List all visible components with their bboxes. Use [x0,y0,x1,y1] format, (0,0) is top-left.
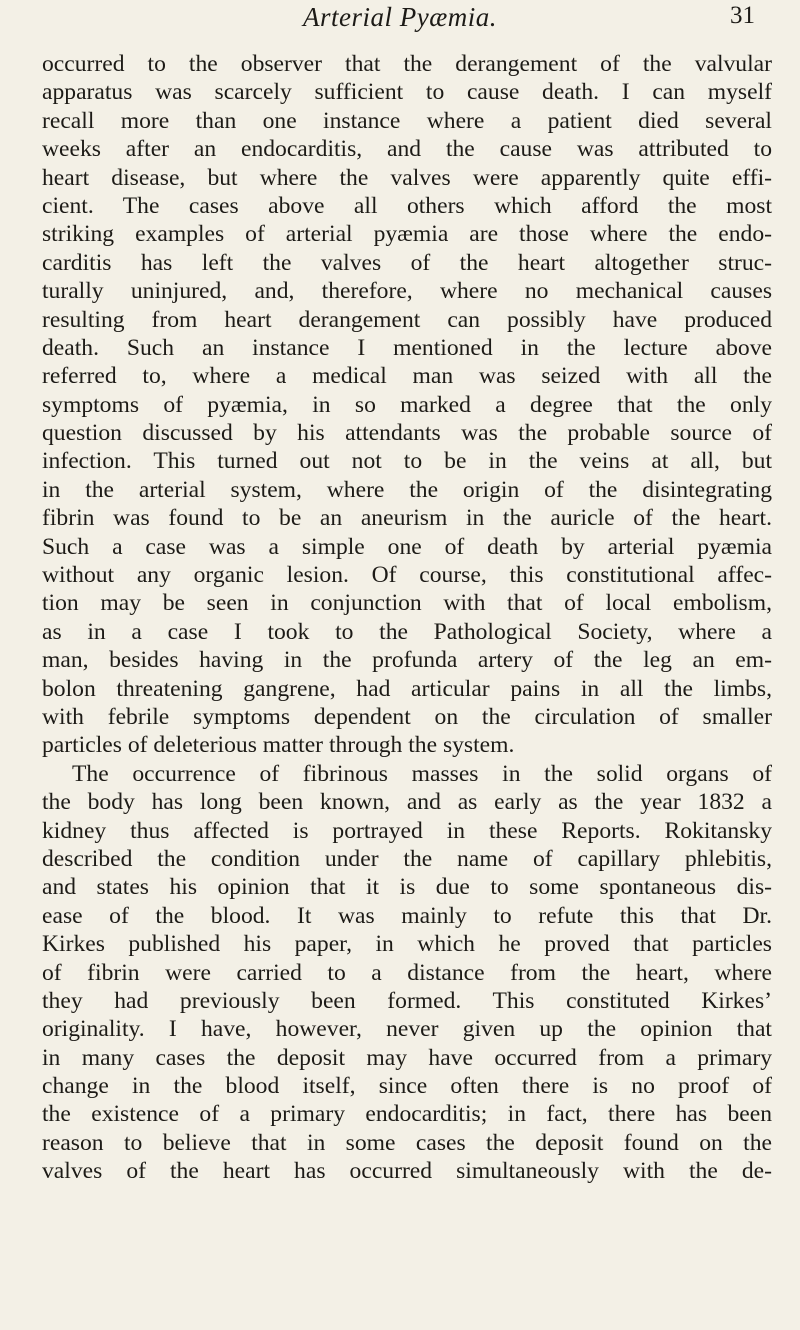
text-line: as in a case I took to the Pathological Society, where a [42,618,772,645]
text-line: and states his opinion that it is due to some spontaneous dis- [42,874,772,901]
text-line: occurred to the observer that the derangement of the valvular [42,51,772,77]
text-line: in the arterial system, where the origin of the disintegrating [42,476,772,503]
page-header [0,2,800,38]
text-line: infection. This turned out not to be in the veins at all, but [42,448,772,475]
text-line: Kirkes published his paper, in which he proved that particles [42,931,772,958]
text-line: tion may be seen in conjunction with that of local embolism, [42,590,772,617]
text-line: resulting from heart derangement can possibly have produced [42,306,772,333]
text-line: carditis has left the valves of the heart altogether struc- [42,249,772,276]
text-line: question discussed by his attendants was the probable source of [42,420,772,447]
text-line: without any organic lesion. Of course, this constitutional affec- [42,562,772,589]
text-line: change in the blood itself, since often there is no proof of [42,1073,772,1100]
text-line: kidney thus affected is portrayed in these Reports. Rokitansky [42,817,772,844]
text-line: with febrile symptoms dependent on the circulation of smaller [42,703,772,730]
text-line: cient. The cases above all others which afford the most [42,192,772,219]
text-line: originality. I have, however, never given up the opinion that [42,1016,772,1043]
text-line: man, besides having in the profunda artery of the leg an em- [42,647,772,674]
text-line: recall more than one instance where a patient died several [42,107,772,134]
text-line: symptoms of pyæmia, in so marked a degree that the only [42,391,772,418]
text-line: referred to, where a medical man was seized with all the [42,363,772,390]
text-line: described the condition under the name of capillary phlebitis, [42,845,772,872]
text-line: particles of deleterious matter through the system. [42,732,515,759]
text-line: striking examples of arterial pyæmia are those where the endo- [42,221,772,248]
body-text [42,50,772,1186]
text-line: bolon threatening gangrene, had articular pains in all the limbs, [42,675,772,702]
text-line: weeks after an endocarditis, and the cause was attributed to [42,136,772,163]
text-line: ease of the blood. It was mainly to refute this that Dr. [42,902,772,929]
text-line: in many cases the deposit may have occurred from a primary [42,1044,772,1071]
text-line: fibrin was found to be an aneurism in the auricle of the heart. [42,505,772,532]
text-line: apparatus was scarcely sufficient to cause death. I can myself [42,79,772,106]
running-head: Arterial Pyæmia. [303,2,497,32]
text-line: death. Such an instance I mentioned in the lecture above [42,334,772,361]
text-line: turally uninjured, and, therefore, where no mechanical causes [42,278,772,305]
text-line: valves of the heart has occurred simultaneously with the de- [42,1158,772,1185]
text-line: of fibrin were carried to a distance from the heart, where [42,959,772,986]
text-line: The occurrence of fibrinous masses in the solid organs of [72,760,772,787]
text-line: reason to believe that in some cases the deposit found on the [42,1129,772,1156]
page-number: 31 [730,2,755,29]
text-line: the body has long been known, and as early as the year 1832 a [42,789,772,816]
text-line: they had previously been formed. This constituted Kirkes’ [42,987,772,1014]
text-line: Such a case was a simple one of death by arterial pyæmia [42,533,772,560]
text-line: the existence of a primary endocarditis; in fact, there has been [42,1101,772,1128]
text-line: heart disease, but where the valves were apparently quite effi- [42,164,772,191]
